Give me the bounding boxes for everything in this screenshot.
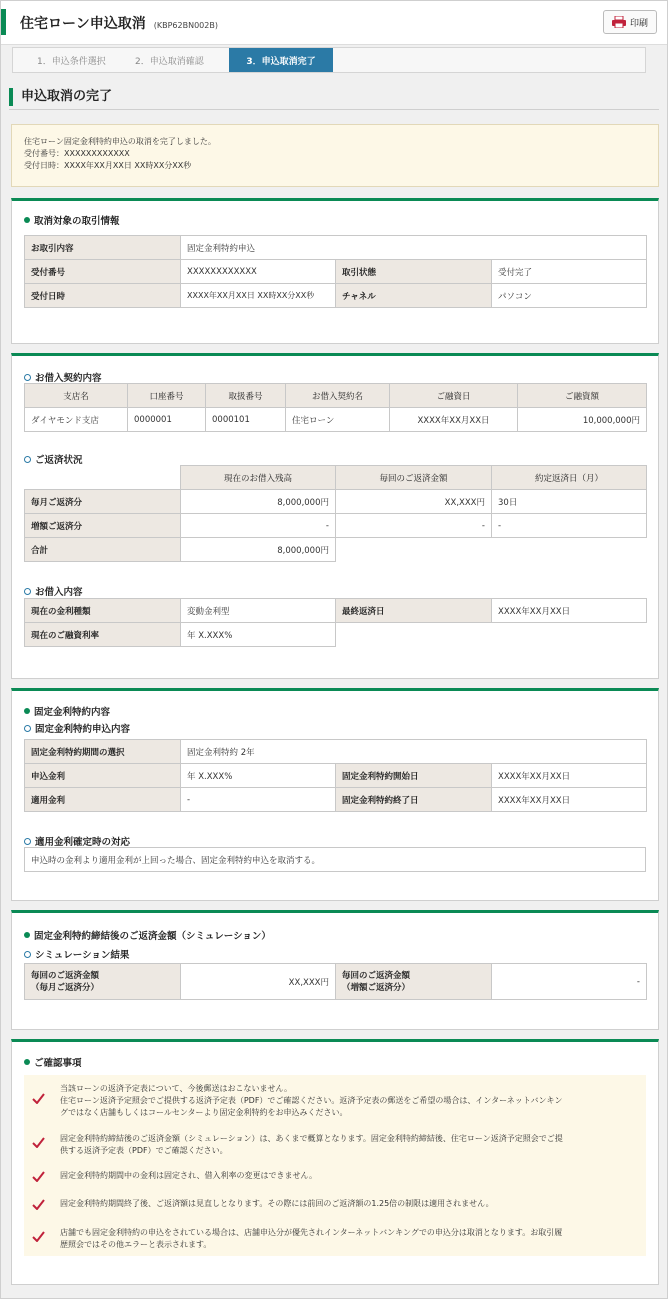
cell-loan-amount: 10,000,000円 [518,408,647,432]
taio-title-text: 適用金利確定時の対応 [35,837,131,848]
section-title: 申込取消の完了 [9,88,112,106]
torihiki-value: 固定金利特約申込 [181,236,647,260]
row-total-label: 合計 [25,538,181,562]
fixed-table [24,739,647,812]
torihiki-label: お取引内容 [25,236,181,260]
page-title [20,13,218,33]
kinri-value: 変動金利型 [181,599,336,623]
target-title-text: 取消対象の取引情報 [34,216,120,227]
confirm-item-1-line1: 当該ローンの返済予定表について、今後郵送はおこないません。 [60,1084,292,1093]
sim-title-text: 固定金利特約締結後のご返済金額（シミュレーション） [34,931,271,942]
cell-account: 0000001 [128,408,206,432]
sim-sub-title [24,947,129,961]
target-table [24,235,647,308]
sim-monthly-value: XX,XXX円 [181,964,336,1000]
ring-bullet-icon [24,838,31,845]
cell-handling-no: 0000101 [206,408,286,432]
rate-label: 現在のご融資利率 [25,623,181,647]
confirm-item-4-line1: 固定金利特約期間終了後、ご返済額は見直しとなります。その際には前回のご返済額の1.25倍の制限は適用されません。 [60,1199,494,1208]
loan-title-text: お借入内容 [35,587,83,598]
col-handling-no: 取扱番号 [206,384,286,408]
col-loan-date: ご融資日 [390,384,518,408]
col-branch: 支店名 [25,384,128,408]
fixed-panel [11,688,659,901]
tekiyo-label: 適用金利 [25,788,181,812]
confirm-item-5-line2: 歴照会ではその他エラーと表示されます。 [60,1240,212,1249]
repayment-title-text: ご返済状況 [35,455,83,466]
step-indicator [12,47,646,73]
check-icon [32,1199,45,1210]
confirm-item-2-line2: 供する返済予定表（PDF）でご確認ください。 [60,1146,228,1155]
bullet-icon [24,932,30,938]
col-payment: 毎回のご返済金額 [336,466,492,490]
taio-table [24,847,646,872]
completion-notice [11,124,659,187]
cell-loan-date: XXXX年XX月XX日 [390,408,518,432]
row-bonus-day: - [492,514,647,538]
step-2: 2．申込取消確認 [135,56,204,67]
confirm-title [24,1055,82,1069]
uketsuke-no-label: 受付番号 [25,260,181,284]
sim-monthly-label-line2: （毎月ご返済分） [31,982,100,993]
kikan-value: 固定金利特約 2年 [181,740,647,764]
header-accent-bar [1,9,6,35]
rate-value: 年 X.XXX% [181,623,336,647]
fixed-sub-title-text: 固定金利特約申込内容 [35,724,131,735]
taio-value: 申込時の金利より適用金利が上回った場合、固定金利特約申込を取消する。 [25,848,646,872]
channel-value: パソコン [492,284,647,308]
confirm-item-1-line2: 住宅ローン返済予定照会でご提供する返済予定表（PDF）でご確認ください。返済予定表の郵送をご希望の場合は、インターネットバンキン [60,1096,563,1105]
col-balance: 現在のお借入残高 [181,466,336,490]
jotai-value: 受付完了 [492,260,647,284]
row-monthly-label: 毎月ご返済分 [25,490,181,514]
sim-monthly-label-line1: 毎回のご返済金額 [31,970,100,981]
repayment-title [24,452,83,466]
start-label: 固定金利特約開始日 [336,764,492,788]
step-3-current: 3．申込取消完了 [229,48,333,72]
sim-bonus-label-line1: 毎回のご返済金額 [342,970,411,981]
confirm-item-2 [60,1133,638,1157]
jotai-label: 取引状態 [336,260,492,284]
check-icon [32,1171,45,1182]
ring-bullet-icon [24,374,31,381]
confirm-item-1-line3: グではなく店舗もしくはコールセンターより固定金利特約をお申込みください。 [60,1108,348,1117]
confirm-item-2-line1: 固定金利特約締結後のご返済金額（シミュレーション）は、あくまで概算となります。固定金利特約締結後、住宅ローン返済予定照会でご提 [60,1134,563,1143]
printer-icon [612,16,626,28]
sim-bonus-label-line2: （増額ご返済分） [342,982,411,993]
uketsuke-no-value: XXXXXXXXXXXX [181,260,336,284]
col-loan-amount: ご融資額 [518,384,647,408]
row-bonus-balance: - [181,514,336,538]
step-1: 1．申込条件選択 [37,56,106,67]
empty-cell [336,538,647,562]
ring-bullet-icon [24,951,31,958]
print-button-label: 印刷 [629,18,648,29]
target-title [24,213,120,227]
confirm-item-5 [60,1227,638,1251]
page-title-text: 住宅ローン申込取消 [20,16,146,32]
row-monthly-amount: XX,XXX円 [336,490,492,514]
sim-monthly-label [25,964,181,1000]
saishu-label: 最終返済日 [336,599,492,623]
confirm-item-1 [60,1083,638,1119]
sim-bonus-label [336,964,492,1000]
check-icon [32,1137,45,1148]
notice-message: 住宅ローン固定金利特約申込の取消を完了しました。 [24,137,216,146]
nichiji-label: 受付日時 [25,284,181,308]
col-pay-day: 約定返済日（月） [492,466,647,490]
repayment-table [24,465,647,562]
ring-bullet-icon [24,456,31,463]
loan-title [24,584,83,598]
cell-contract-name: 住宅ローン [286,408,390,432]
empty-corner [25,466,181,490]
confirm-item-3 [60,1170,638,1182]
confirm-item-4 [60,1198,638,1210]
bullet-icon [24,217,30,223]
kinri-label: 現在の金利種類 [25,599,181,623]
section-divider [9,109,659,110]
ring-bullet-icon [24,725,31,732]
sim-table [24,963,647,1000]
saishu-value: XXXX年XX月XX日 [492,599,647,623]
contract-table [24,383,647,432]
print-button[interactable] [603,10,657,34]
row-bonus-label: 増額ご返済分 [25,514,181,538]
row-bonus-amount: - [336,514,492,538]
sim-bonus-value: - [492,964,647,1000]
fixed-title-text: 固定金利特約内容 [34,707,111,718]
cell-branch: ダイヤモンド支店 [25,408,128,432]
sim-title [24,928,271,942]
notice-receipt-datetime: 受付日時：XXXX年XX月XX日 XX時XX分XX秒 [24,161,192,170]
simulation-panel [11,910,659,1030]
end-value: XXXX年XX月XX日 [492,788,647,812]
start-value: XXXX年XX月XX日 [492,764,647,788]
col-account: 口座番号 [128,384,206,408]
contract-panel [11,353,659,679]
kikan-label: 固定金利特約期間の選択 [25,740,181,764]
check-icon [32,1093,45,1104]
row-monthly-day: 30日 [492,490,647,514]
contract-title-text: お借入契約内容 [35,373,102,384]
moushikomi-value: 年 X.XXX% [181,764,336,788]
screen-code: (KBP62BN002B) [153,21,218,30]
channel-label: チャネル [336,284,492,308]
fixed-title [24,704,110,718]
page-header [1,1,667,45]
notice-receipt-number: 受付番号：XXXXXXXXXXXX [24,149,130,158]
moushikomi-label: 申込金利 [25,764,181,788]
check-icon [32,1231,45,1242]
contract-title [24,370,102,384]
taio-title [24,834,130,848]
empty-cell [336,623,647,647]
loan-table [24,598,647,647]
tekiyo-value: - [181,788,336,812]
end-label: 固定金利特約終了日 [336,788,492,812]
row-monthly-balance: 8,000,000円 [181,490,336,514]
confirm-title-text: ご確認事項 [34,1058,82,1069]
fixed-sub-title [24,721,130,735]
confirm-item-5-line1: 店舗でも固定金利特約の申込をされている場合は、店舗申込分が優先されインターネットバンキングでの申込分は取消となります。お取引履 [60,1228,563,1237]
target-panel [11,198,659,344]
ring-bullet-icon [24,588,31,595]
confirm-notes [24,1075,646,1256]
row-total-balance: 8,000,000円 [181,538,336,562]
confirm-item-3-line1: 固定金利特約期間中の金利は固定され、借入利率の変更はできません。 [60,1171,317,1180]
bullet-icon [24,1059,30,1065]
sim-sub-title-text: シミュレーション結果 [35,950,130,961]
nichiji-value: XXXX年XX月XX日 XX時XX分XX秒 [181,284,336,308]
bullet-icon [24,708,30,714]
col-contract-name: お借入契約名 [286,384,390,408]
